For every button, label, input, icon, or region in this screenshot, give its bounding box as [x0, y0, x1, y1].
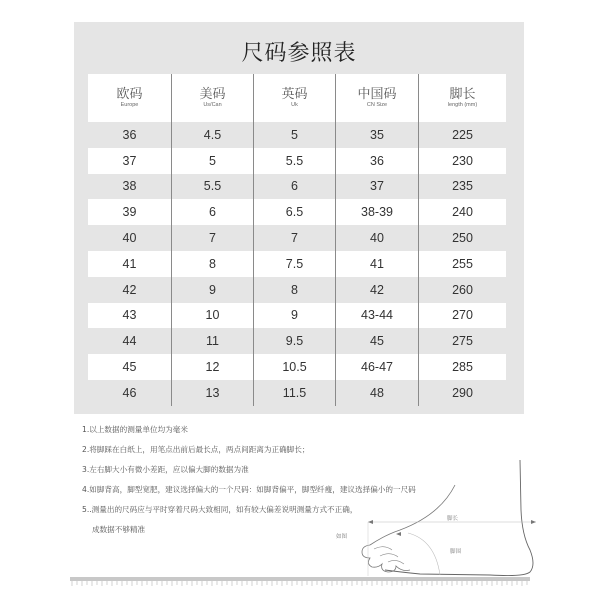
header-eu: [88, 74, 171, 122]
note-5: 5..测量出的尺码应与平时穿着尺码大致相同，如有较大偏差说明测量方式不正确，: [82, 505, 358, 514]
cell-us: 5: [171, 148, 253, 174]
size-chart-panel: [74, 22, 524, 414]
cell-eu: 46: [122, 385, 137, 400]
header-eu-sub: Europe: [120, 102, 139, 108]
header-us-label: 美码: [199, 87, 226, 102]
header-length-sub: length (mm): [447, 102, 478, 108]
header-uk-label: 英码: [281, 87, 308, 102]
foot-illustration: [336, 440, 540, 590]
table-row: [88, 199, 506, 225]
cell-uk: 6.5: [253, 199, 335, 225]
header-us: [171, 74, 253, 122]
cell-length: 250: [418, 225, 506, 251]
cell-cn: 37: [335, 174, 418, 200]
cell-length: 255: [418, 251, 506, 277]
table-row: [88, 328, 506, 354]
table-header-row: [88, 74, 506, 122]
foot-girth-label: 脚围: [450, 549, 462, 555]
cell-eu: 43: [122, 308, 137, 323]
cell-cn: 35: [335, 122, 418, 148]
table-row: [88, 251, 506, 277]
cell-length: 240: [418, 199, 506, 225]
table-row: [88, 148, 506, 174]
cell-cn: 46-47: [335, 354, 418, 380]
cell-us: 6: [171, 199, 253, 225]
cell-uk: 9: [253, 303, 335, 329]
cell-uk: 9.5: [253, 328, 335, 354]
cell-length: 260: [418, 277, 506, 303]
cell-cn: 45: [335, 328, 418, 354]
cell-cn: 38-39: [335, 199, 418, 225]
cell-length: 235: [418, 174, 506, 200]
header-length: [418, 74, 506, 122]
cell-cn: 41: [335, 251, 418, 277]
table-row: [88, 277, 506, 303]
page-title: 尺码参照表: [241, 41, 357, 66]
cell-eu: 37: [122, 153, 137, 168]
cell-eu: 40: [122, 231, 137, 246]
header-length-label: 脚长: [449, 87, 476, 102]
cell-cn: 42: [335, 277, 418, 303]
cell-length: 230: [418, 148, 506, 174]
cell-length: 270: [418, 303, 506, 329]
note-2: 2.将脚踩在白纸上，用笔点出前后最长点，两点间距离为正确脚长；: [82, 445, 310, 454]
note-5-continued: 成数据不够精准: [92, 525, 146, 534]
cell-eu: 44: [122, 334, 137, 349]
table-row: [88, 354, 506, 380]
cell-cn: 48: [335, 380, 418, 406]
cell-us: 12: [171, 354, 253, 380]
cell-length: 290: [418, 380, 506, 406]
note-4: 4.如脚背高，脚型宽肥，建议选择偏大的一个尺码：如脚背偏平，脚型纤瘦，建议选择偏小的一尺码: [82, 485, 416, 494]
cell-us: 11: [171, 328, 253, 354]
header-uk: [253, 74, 335, 122]
note-3: 3.左右脚大小有微小差距，应以偏大脚的数据为准: [82, 465, 249, 474]
table-row: [88, 225, 506, 251]
cell-uk: 10.5: [253, 354, 335, 380]
table-row: [88, 380, 506, 406]
cell-us: 7: [171, 225, 253, 251]
cell-uk: 5: [253, 122, 335, 148]
header-cn: [335, 74, 418, 122]
cell-us: 9: [171, 277, 253, 303]
header-cn-sub: CN Size: [366, 102, 388, 108]
cell-length: 225: [418, 122, 506, 148]
as-shown-label: 如图: [336, 534, 348, 540]
cell-us: 4.5: [171, 122, 253, 148]
note-1: 1.以上数据的测量单位均为毫米: [82, 425, 188, 434]
cell-cn: 36: [335, 148, 418, 174]
table-row: [88, 303, 506, 329]
size-table: [88, 74, 506, 406]
header-eu-label: 欧码: [116, 87, 143, 102]
cell-eu: 38: [122, 179, 137, 194]
ruler-icon: [70, 577, 530, 587]
cell-uk: 11.5: [253, 380, 335, 406]
cell-us: 10: [171, 303, 253, 329]
cell-eu: 45: [122, 360, 137, 375]
cell-eu: 36: [122, 127, 137, 142]
table-row: [88, 174, 506, 200]
cell-cn: 43-44: [335, 303, 418, 329]
cell-eu: 41: [122, 256, 137, 271]
cell-uk: 7.5: [253, 251, 335, 277]
foot-outline-icon: [340, 440, 540, 590]
cell-length: 275: [418, 328, 506, 354]
ruler-graphic: [70, 572, 530, 582]
cell-uk: 7: [253, 225, 335, 251]
foot-length-label: 脚长: [447, 516, 459, 522]
header-uk-sub: Uk: [291, 102, 298, 108]
header-us-sub: Us/Can: [203, 102, 222, 108]
cell-cn: 40: [335, 225, 418, 251]
cell-uk: 6: [253, 174, 335, 200]
cell-uk: 8: [253, 277, 335, 303]
cell-eu: 42: [122, 282, 137, 297]
table-row: [88, 122, 506, 148]
cell-us: 5.5: [171, 174, 253, 200]
cell-us: 8: [171, 251, 253, 277]
cell-uk: 5.5: [253, 148, 335, 174]
cell-us: 13: [171, 380, 253, 406]
cell-length: 285: [418, 354, 506, 380]
header-cn-label: 中国码: [357, 87, 397, 102]
cell-eu: 39: [122, 205, 137, 220]
